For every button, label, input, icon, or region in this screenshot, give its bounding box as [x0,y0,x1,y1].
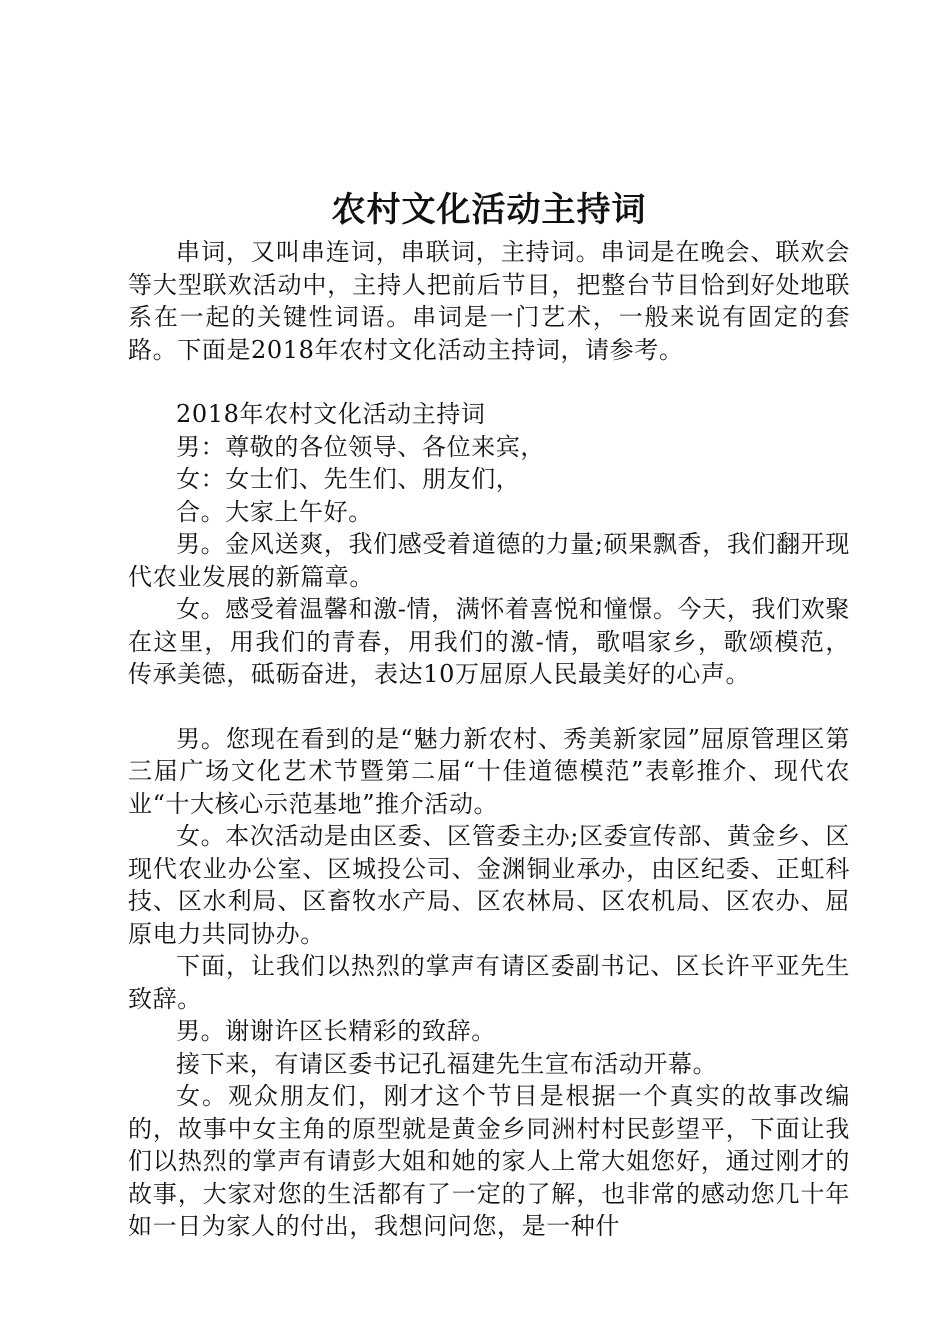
paragraph-male-autumn: 男。金风送爽，我们感受着道德的力量;硕果飘香，我们翻开现代农业发展的新篇章。 [128,530,850,591]
paragraph-female-greeting: 女：女士们、先生们、朋友们， [176,465,521,493]
paragraph-female-organizers: 女。本次活动是由区委、区管委主办;区委宣传部、黄金乡、区现代农业办公室、区城投公司、金渊铜业承办，由区纪委、正虹科技、区水利局、区畜牧水产局、区农林局、区农机局、区农办、屈原电力共同协办。 [128,822,850,948]
paragraph-opening-announcement: 接下来，有请区委书记孔福建先生宣布活动开幕。 [176,1049,718,1078]
paragraph-female-gathering: 女。感受着温馨和激-情，满怀着喜悦和憧憬。今天，我们欢聚在这里，用我们的青春，用我们的激-情，歌唱家乡，歌颂模范，传承美德，砥砺奋进，表达10万屈原人民最美好的心声。 [128,595,850,688]
paragraph-male-event-intro: 男。您现在看到的是“魅力新农村、秀美新家园”屈原管理区第三届广场文化艺术节暨第二届“十佳道德模范”表彰推介、现代农业“十大核心示范基地”推介活动。 [128,724,850,818]
paragraph-invite-speech: 下面，让我们以热烈的掌声有请区委副书记、区长许平亚先生致辞。 [128,952,850,1013]
document-title: 农村文化活动主持词 [331,190,647,230]
paragraph-female-story: 女。观众朋友们，刚才这个节目是根据一个真实的故事改编的，故事中女主角的原型就是黄金乡同洲村村民彭望平，下面让我们以热烈的掌声有请彭大姐和她的家人上常大姐您好，通过刚才的故事，大家对您的生活都有了一定的了解，也非常的感动您几十年如一日为家人的付出，我想问问您，是一种什 [128,1082,850,1240]
subtitle-paragraph: 2018年农村文化活动主持词 [176,400,486,428]
paragraph-male-greeting: 男：尊敬的各位领导、各位来宾， [176,432,545,461]
document-page [128,188,850,1243]
paragraph-together-greeting: 合。大家上午好。 [176,497,373,526]
intro-paragraph: 串词，又叫串连词，串联词，主持词。串词是在晚会、联欢会等大型联欢活动中，主持人把前后节目，把整台节目恰到好处地联系在一起的关键性词语。串词是一门艺术，一般来说有固定的套路。下面是2018年农村文化活动主持词，请参考。 [128,238,850,364]
paragraph-male-thanks: 男。谢谢许区长精彩的致辞。 [176,1017,496,1045]
